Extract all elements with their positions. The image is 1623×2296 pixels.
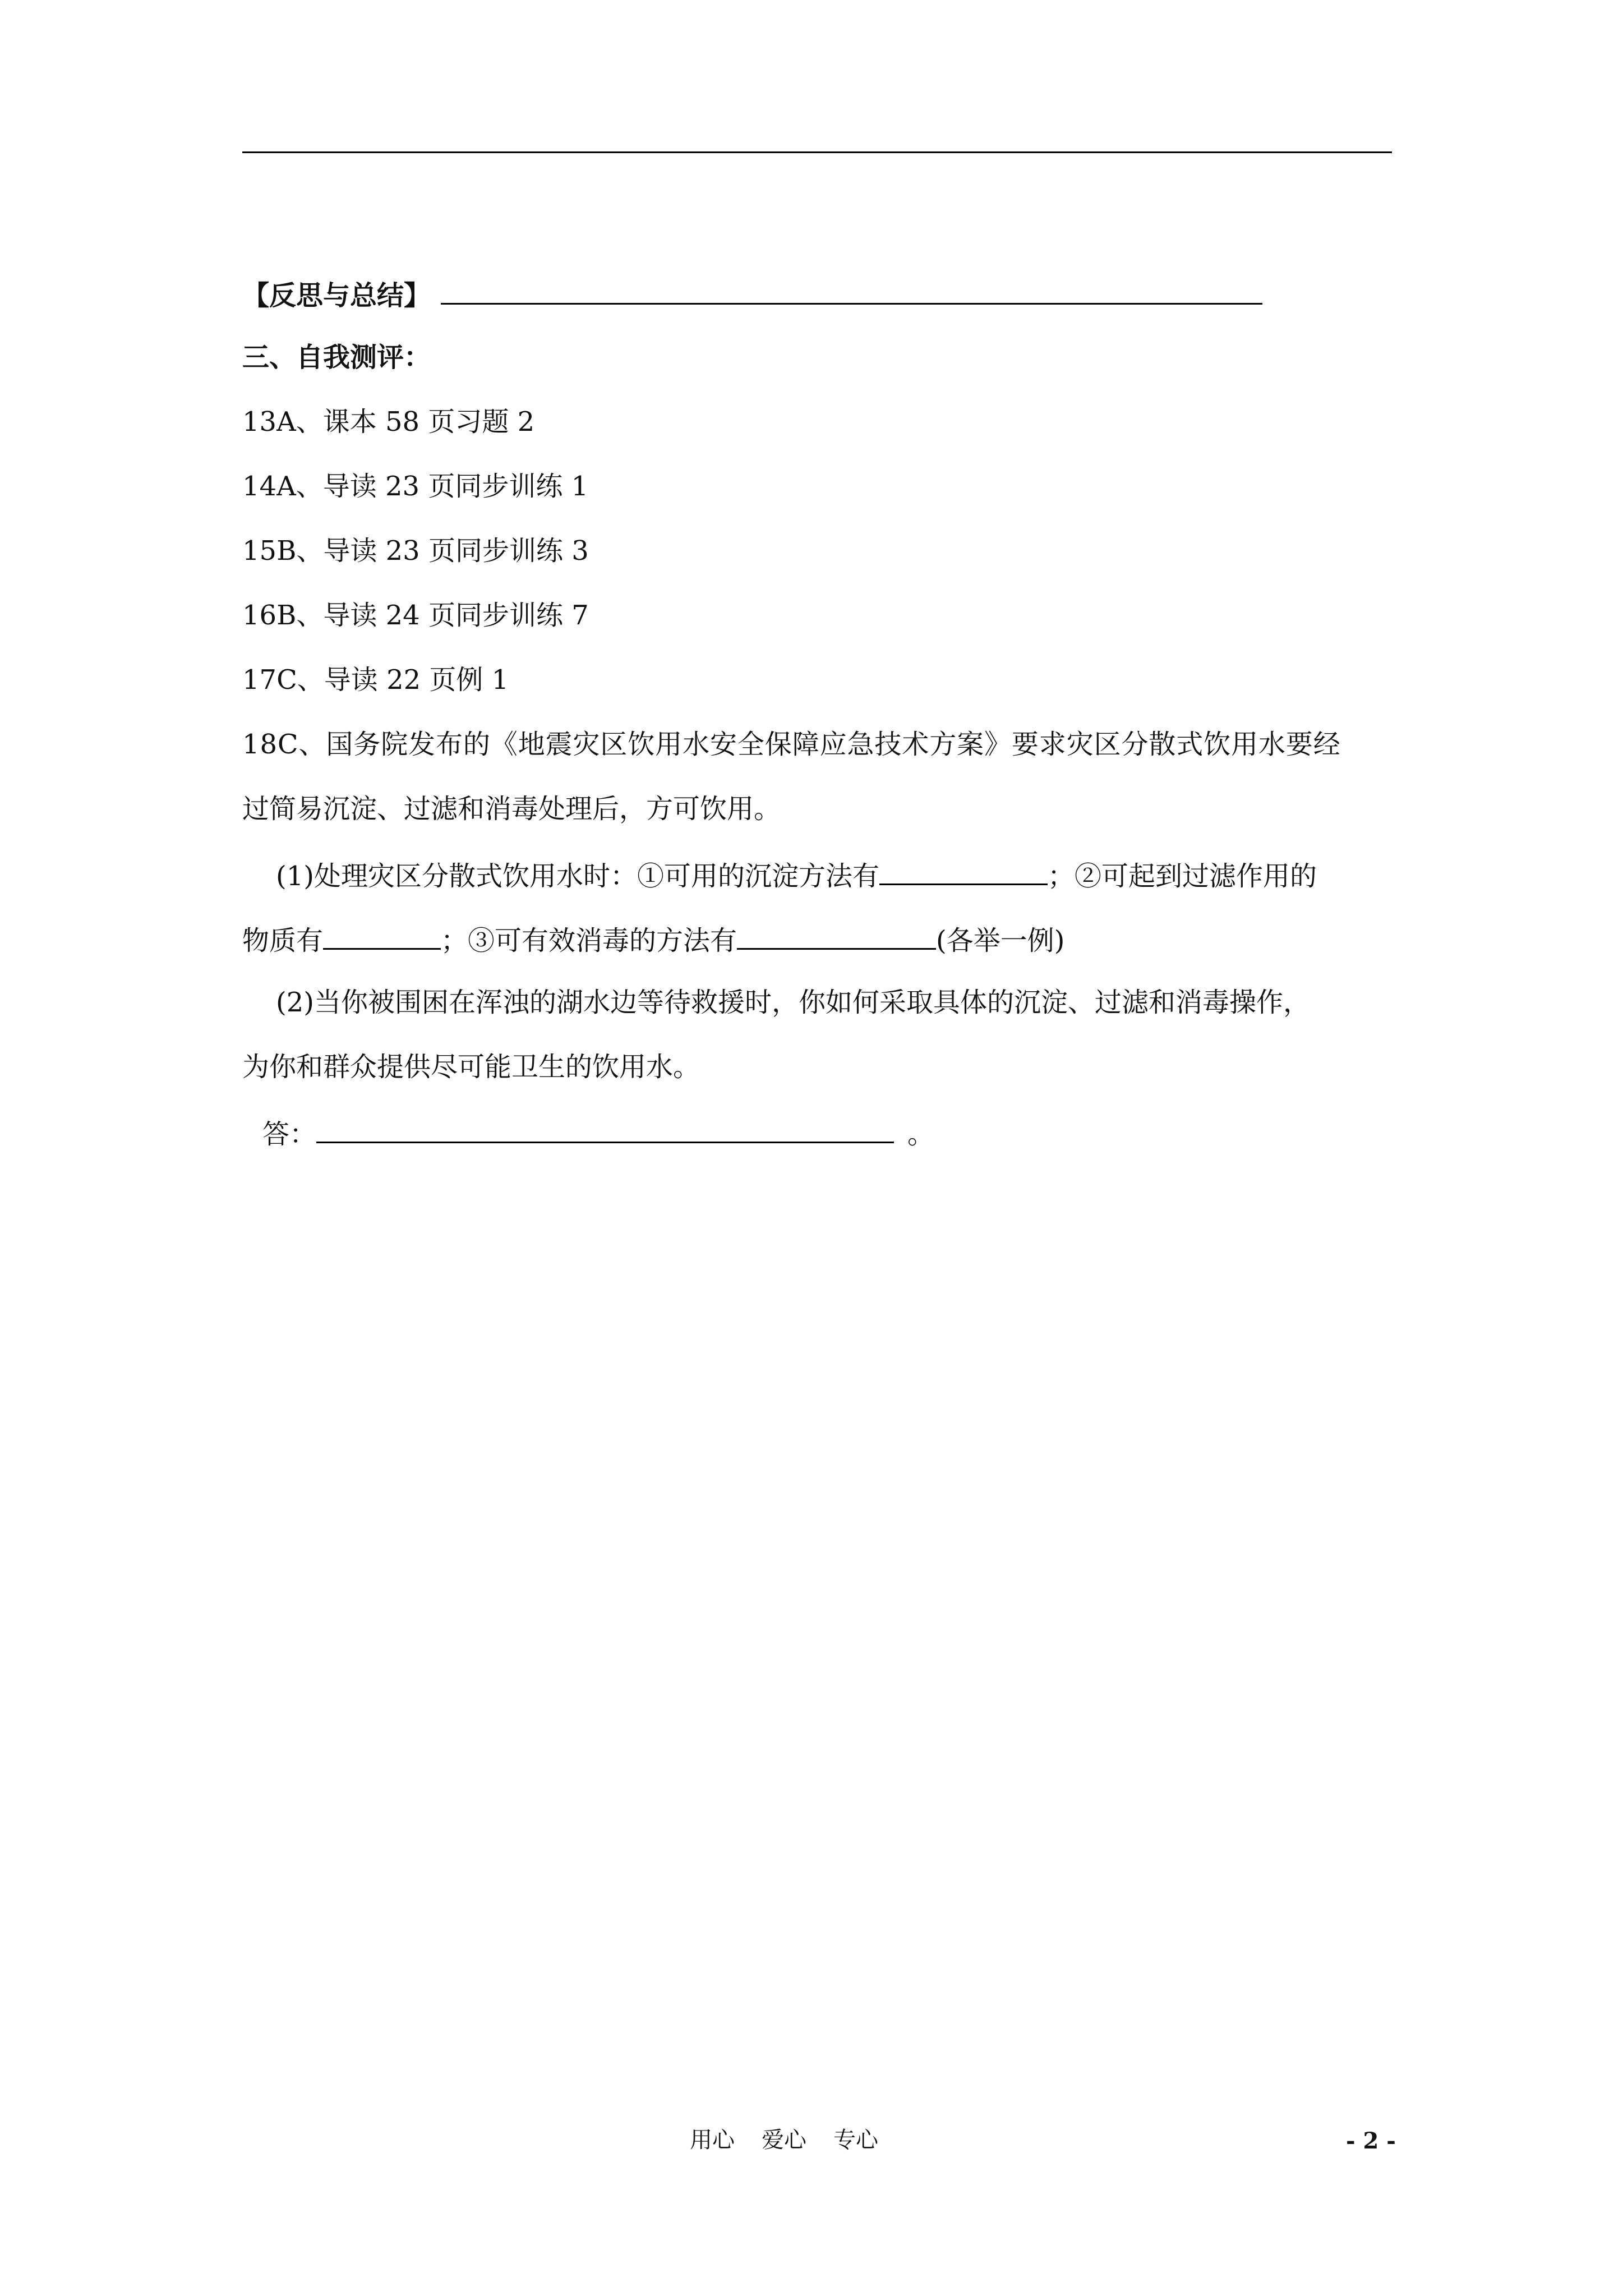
q18-sub2-line1: (2)当你被围困在浑浊的湖水边等待救援时，你如何采取具体的沉淀、过滤和消毒操作， [276,987,1310,1018]
reflection-line [242,276,1262,312]
answer-period: 。 [907,1119,935,1150]
q18-sub1-disinfect-prompt: ；③可有效消毒的方法有 [441,925,737,956]
answer-line [262,1115,934,1151]
filter-material-blank[interactable] [323,921,441,950]
header-rule [242,151,1392,153]
section-title: 三、自我测评： [242,342,431,373]
q18-sub1-prompt: (1)处理灾区分散式饮用水时：①可用的沉淀方法有 [276,861,879,892]
answer-blank[interactable] [316,1115,894,1143]
q18-line1: 18C、国务院发布的《地震灾区饮用水安全保障应急技术方案》要求灾区分散式饮用水要经 [242,729,1341,760]
list-item-13a: 13A、课本 58 页习题 2 [242,406,535,438]
footer-motto-2: 爱心 [762,2127,806,2153]
answer-label: 答： [262,1119,317,1150]
footer-motto-3: 专心 [833,2127,878,2153]
list-item-16b: 16B、导读 24 页同步训练 7 [242,600,589,631]
disinfect-method-blank[interactable] [737,921,936,950]
reflection-label: 【反思与总结】 [242,280,431,311]
sedimentation-method-blank[interactable] [879,857,1048,885]
q18-sub1-line1 [276,857,1317,893]
q18-sub1-note: (各举一例) [936,925,1065,956]
footer-motto [690,2126,905,2154]
list-item-14a: 14A、导读 23 页同步训练 1 [242,471,589,502]
q18-sub2-line2: 为你和群众提供尽可能卫生的饮用水。 [242,1051,700,1083]
q18-line2: 过简易沉淀、过滤和消毒处理后，方可饮用。 [242,793,781,825]
q18-sub1-material-label: 物质有 [242,925,324,956]
list-item-15b: 15B、导读 23 页同步训练 3 [242,535,589,567]
q18-sub1-filter-prompt: ；②可起到过滤作用的 [1048,861,1317,892]
q18-sub1-line2 [242,921,1065,958]
reflection-blank[interactable] [441,276,1262,305]
footer-motto-1: 用心 [690,2127,735,2153]
list-item-17c: 17C、导读 22 页例 1 [242,664,509,696]
page-number: - 2 - [1346,2128,1396,2154]
